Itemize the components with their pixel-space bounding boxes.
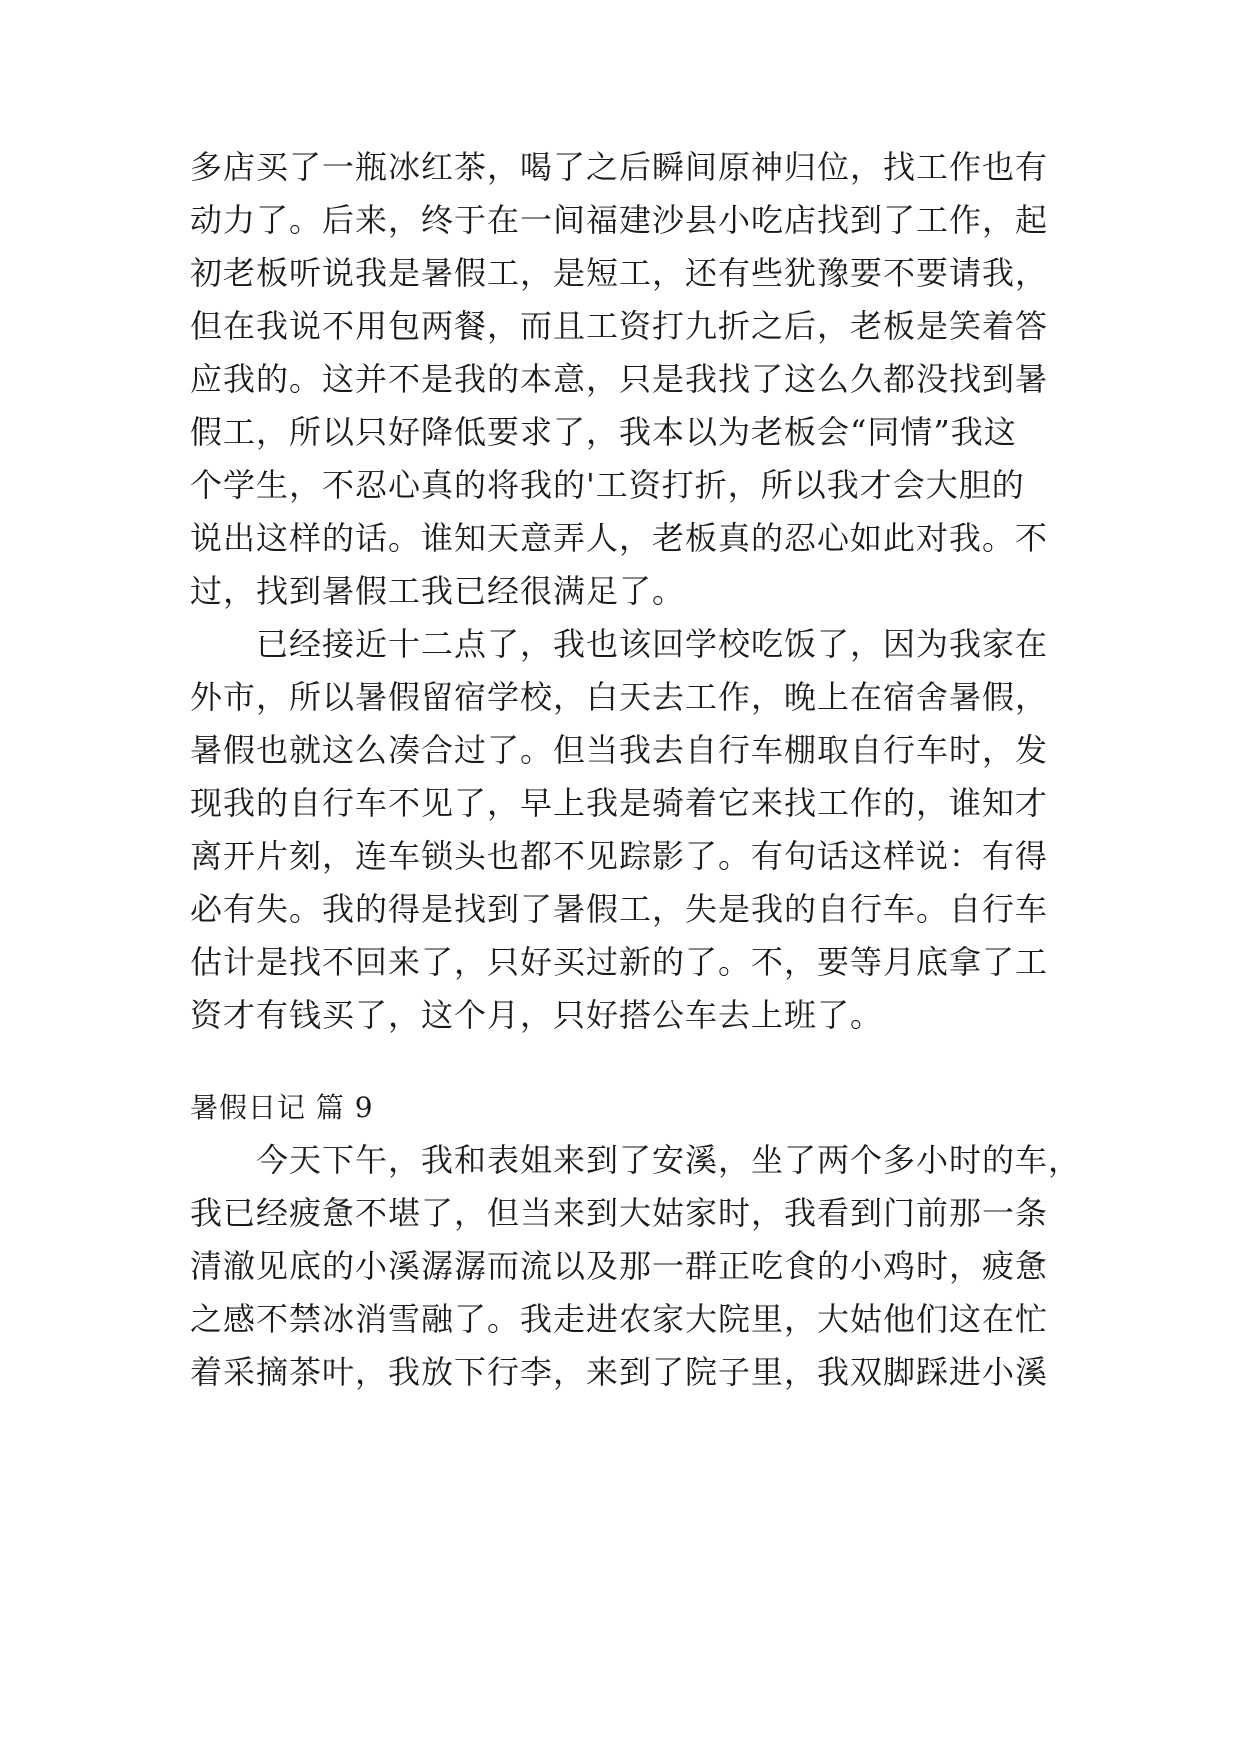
- text-line: 之感不禁冰消雪融了。我走进农家大院里，大姑他们这在忙: [190, 1300, 1049, 1338]
- text-line: 假工，所以只好降低要求了，我本以为老板会“同情”我这: [190, 413, 1017, 451]
- text-line: 估计是找不回来了，只好买过新的了。不，要等月底拿了工: [190, 943, 1049, 981]
- text-line: 过，找到暑假工我已经很满足了。: [190, 572, 686, 610]
- text-line: 清澈见底的小溪潺潺而流以及那一群正吃食的小鸡时，疲惫: [190, 1247, 1049, 1285]
- text-line: 已经接近十二点了，我也该回学校吃饭了，因为我家在: [256, 625, 1049, 663]
- text-line: 今天下午，我和表姐来到了安溪，坐了两个多小时的车，: [256, 1141, 1082, 1179]
- text-line: 离开片刻，连车锁头也都不见踪影了。有句话这样说：有得: [190, 837, 1049, 875]
- section-heading: 暑假日记 篇 9: [190, 1091, 374, 1124]
- text-line: 资才有钱买了，这个月，只好搭公车去上班了。: [190, 996, 884, 1034]
- text-line: 外市，所以暑假留宿学校，白天去工作，晚上在宿舍暑假，: [190, 678, 1049, 716]
- text-line: 但在我说不用包两餐，而且工资打九折之后，老板是笑着答: [190, 307, 1049, 345]
- text-line: 个学生，不忍心真的将我的'工资打折，所以我才会大胆的: [190, 466, 1025, 504]
- text-line: 必有失。我的得是找到了暑假工，失是我的自行车。自行车: [190, 890, 1049, 928]
- text-line: 着采摘茶叶，我放下行李，来到了院子里，我双脚踩进小溪: [190, 1353, 1049, 1391]
- text-line: 初老板听说我是暑假工，是短工，还有些犹豫要不要请我，: [190, 254, 1049, 292]
- text-line: 应我的。这并不是我的本意，只是我找了这么久都没找到暑: [190, 360, 1049, 398]
- text-line: 说出这样的话。谁知天意弄人，老板真的忍心如此对我。不: [190, 519, 1049, 557]
- text-line: 现我的自行车不见了，早上我是骑着它来找工作的，谁知才: [190, 784, 1049, 822]
- text-line: 多店买了一瓶冰红茶，喝了之后瞬间原神归位，找工作也有: [190, 148, 1049, 186]
- text-line: 我已经疲惫不堪了，但当来到大姑家时，我看到门前那一条: [190, 1194, 1049, 1232]
- text-line: 动力了。后来，终于在一间福建沙县小吃店找到了工作，起: [190, 201, 1049, 239]
- text-line: 暑假也就这么凑合过了。但当我去自行车棚取自行车时，发: [190, 731, 1049, 769]
